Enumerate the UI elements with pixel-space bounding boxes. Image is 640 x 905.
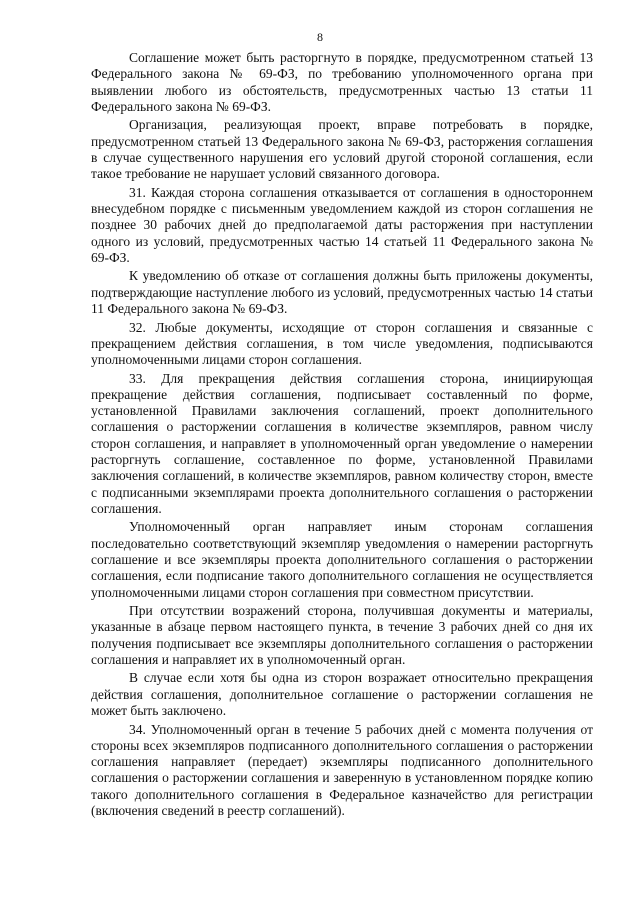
paragraph-clause-32: 32. Любые документы, исходящие от сторон соглашения и связанные с прекращением действия соглашения, в том числе уведомления, подписываются уполномоченными лицами сторон соглашения. [91,319,593,368]
paragraph-termination-by-organization: Организация, реализующая проект, вправе потребовать в порядке, предусмотренном статьей 13 Федерального закона № 69-ФЗ, расторжения соглашения в случае существенного нарушения его условий другой стороной соглашения, если такое требование не нарушает условий связанного договора. [91,117,593,182]
paragraph-clause-31: 31. Каждая сторона соглашения отказывается от соглашения в одностороннем внесудебном порядке с письменным уведомлением каждой из сторон соглашения не позднее 30 рабочих дней до предполагаемой даты расторжения при наступлении одного из условий, предусмотренных частью 14 статьей 11 Федерального закона № 69-ФЗ. [91,184,593,265]
page-number: 8 [317,30,323,44]
paragraph-clause-33: 33. Для прекращения действия соглашения сторона, инициирующая прекращение действия соглашения, подписывает составленный по форме, установленной Правилами заключения соглашений, проект дополнительного соглашения о расторжении соглашения в количестве экземпляров, равном числу сторон соглашения, и направляет в уполномоченный орган уведомление о намерении расторгнуть соглашение, составленное по форме, установленной Правилами заключения соглашений, в количестве экземпляров, равном количеству сторон, вместе с подписанными экземплярами проекта дополнительного соглашения о расторжении соглашения. [91,370,593,516]
paragraph-authority-forwarding: Уполномоченный орган направляет иным сторонам соглашения последовательно соответствующий экземпляр уведомления о намерении расторгнуть соглашение и все экземпляры проекта дополнительного соглашения о расторжении соглашения, если подписание такого дополнительного соглашения не осуществляется уполномоченными лицами сторон соглашения при совместном присутствии. [91,519,593,600]
paragraph-termination-by-authority: Соглашение может быть расторгнуто в порядке, предусмотренном статьей 13 Федерального закона № 69-ФЗ, по требованию уполномоченного органа при выявлении любого из обстоятельств, предусмотренных частью 13 статьи 11 Федерального закона № 69-ФЗ. [91,50,593,114]
paragraph-notice-attachments: К уведомлению об отказе от соглашения должны быть приложены документы, подтверждающие наступление любого из условий, предусмотренных частью 14 статьи 11 Федерального закона № 69-ФЗ. [91,268,593,317]
paragraph-no-objections: При отсутствии возражений сторона, получившая документы и материалы, указанные в абзаце первом настоящего пункта, в течение 3 рабочих дней со дня их получения подписывает все экземпляры дополнительного соглашения о расторжении соглашения и направляет их в уполномоченный орган. [91,603,593,667]
document-body [91,50,593,822]
paragraph-objection: В случае если хотя бы одна из сторон возражает относительно прекращения действия соглашения, дополнительное соглашение о расторжении соглашения не может быть заключено. [91,670,593,719]
paragraph-clause-34: 34. Уполномоченный орган в течение 5 рабочих дней с момента получения от стороны всех экземпляров подписанного дополнительного соглашения о расторжении соглашения направляет (передает) экземпляры подписанного дополнительного соглашения о расторжении соглашения и заверенную в установленном порядке копию такого дополнительного соглашения в Федеральное казначейство для регистрации (включения сведений в реестр соглашений). [91,721,593,819]
